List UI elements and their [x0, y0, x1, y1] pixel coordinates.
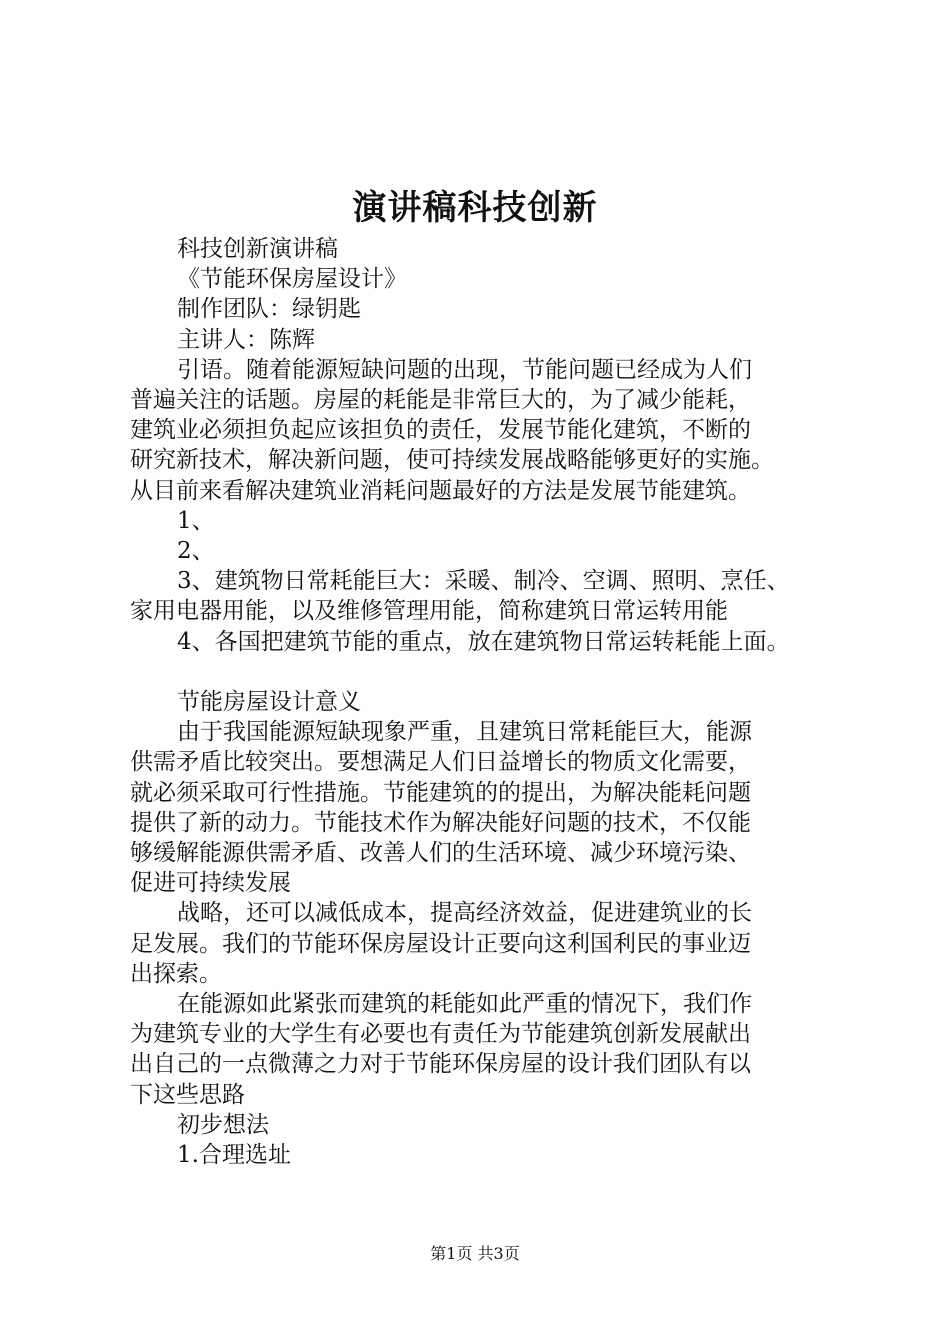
- text-line: 引语。随着能源短缺问题的出现，节能问题已经成为人们: [177, 356, 752, 383]
- text-line: 促进可持续发展: [130, 870, 291, 897]
- text-line: 供需矛盾比较突出。要想满足人们日益增长的物质文化需要，: [130, 749, 751, 776]
- text-line: 2、: [177, 538, 215, 565]
- blank-line: [130, 657, 842, 687]
- document-body: [130, 234, 842, 1170]
- text-line: 下这些思路: [130, 1081, 245, 1108]
- text-line: 普遍关注的话题。房屋的耗能是非常巨大的，为了减少能耗，: [130, 387, 751, 414]
- text-line: 战略，还可以减低成本，提高经济效益，促进建筑业的长: [177, 900, 752, 927]
- text-line: 主讲人：陈辉: [177, 326, 315, 353]
- text-line: 初步想法: [177, 1111, 269, 1138]
- text-line: 为建筑专业的大学生有必要也有责任为节能建筑创新发展献出: [130, 1021, 751, 1048]
- text-line: 够缓解能源供需矛盾、改善人们的生活环境、减少环境污染、: [130, 840, 751, 867]
- text-line: 提供了新的动力。节能技术作为解决能好问题的技术，不仅能: [130, 809, 751, 836]
- text-line: 在能源如此紧张而建筑的耗能如此严重的情况下，我们作: [177, 991, 752, 1018]
- text-line: 由于我国能源短缺现象严重，且建筑日常耗能巨大，能源: [177, 719, 752, 746]
- page-footer: 第1页 共3页: [430, 1244, 520, 1263]
- text-line: 从目前来看解决建筑业消耗问题最好的方法是发展节能建筑。: [130, 477, 751, 504]
- page-title: 演讲稿科技创新: [352, 188, 598, 228]
- text-line: 研究新技术，解决新问题，使可持续发展战略能够更好的实施。: [130, 447, 774, 474]
- text-line: 足发展。我们的节能环保房屋设计正要向这利国利民的事业迈: [130, 930, 751, 957]
- text-line: 节能房屋设计意义: [177, 689, 361, 716]
- text-line: 1、: [177, 507, 215, 534]
- text-line: 4、各国把建筑节能的重点，放在建筑物日常运转耗能上面。: [177, 628, 790, 655]
- text-line: 建筑业必须担负起应该担负的责任，发展节能化建筑，不断的: [130, 417, 751, 444]
- text-line: 科技创新演讲稿: [177, 236, 338, 262]
- text-line: 3、建筑物日常耗能巨大：采暖、制冷、空调、照明、烹任、: [177, 568, 790, 595]
- text-line: 出自己的一点微薄之力对于节能环保房屋的设计我们团队有以: [130, 1051, 751, 1078]
- text-line: 家用电器用能，以及维修管理用能，简称建筑日常运转用能: [130, 598, 728, 625]
- text-line: 出探索。: [130, 960, 222, 987]
- text-line: 就必须采取可行性措施。节能建筑的的提出，为解决能耗问题: [130, 779, 751, 806]
- text-line: 《节能环保房屋设计》: [177, 266, 407, 293]
- text-line: 制作团队：绿钥匙: [177, 296, 361, 323]
- text-line: 1.合理选址: [177, 1142, 291, 1169]
